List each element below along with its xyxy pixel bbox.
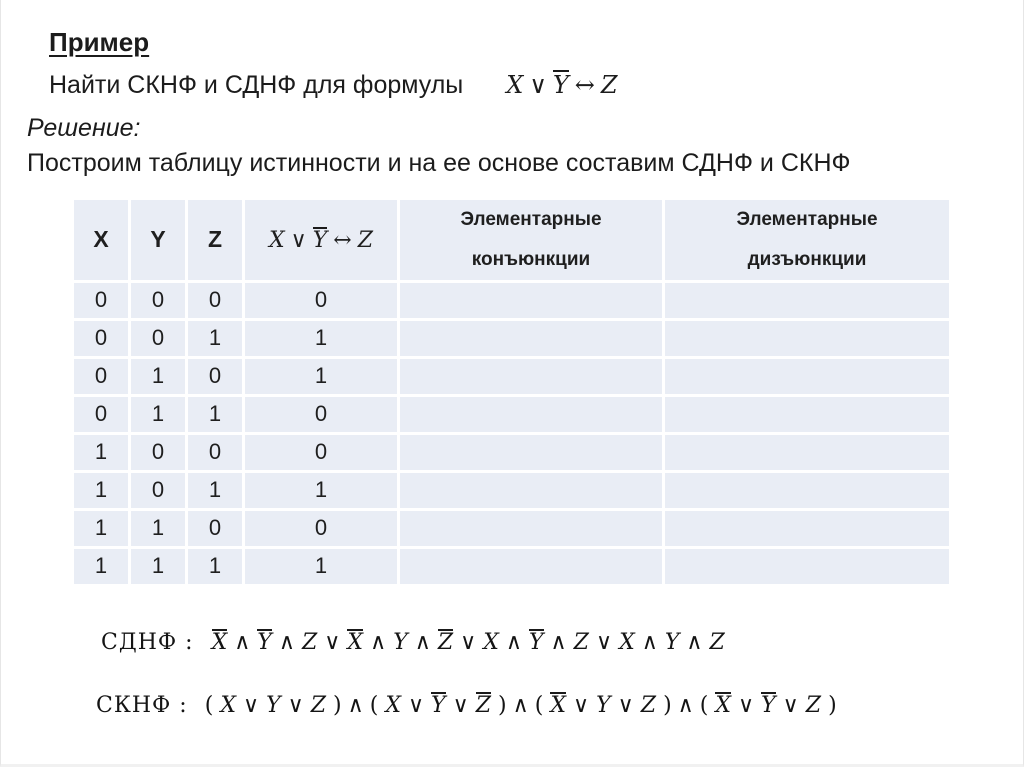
table-cell: 1: [187, 547, 244, 585]
formula-variable: X: [347, 630, 364, 655]
solution-label: Решение:: [27, 114, 141, 142]
formula-variable: X: [220, 693, 236, 718]
truth-table-body: [73, 281, 951, 585]
task-formula: [503, 71, 620, 99]
table-cell: [664, 281, 951, 319]
task-line: [49, 70, 621, 100]
col-header-disjunctions: Элементарные дизъюнкции: [664, 199, 951, 282]
table-cell: 0: [187, 357, 244, 395]
table-cell: 0: [244, 433, 399, 471]
col-header-x: X: [73, 199, 130, 282]
table-cell: [664, 509, 951, 547]
formula-symbol: ∨: [460, 630, 477, 655]
formula-symbol: ∧: [278, 630, 295, 655]
table-cell: 0: [244, 509, 399, 547]
table-cell: [399, 281, 664, 319]
table-cell: 1: [187, 395, 244, 433]
sdnf-label: СДНФ :: [101, 630, 194, 655]
table-row: [73, 509, 951, 547]
formula-variable: Y: [552, 71, 569, 99]
formula-variable: Y: [596, 693, 611, 718]
formula-symbol: ): [333, 693, 342, 718]
truth-table: [71, 197, 952, 587]
table-cell: 1: [130, 547, 187, 585]
formula-symbol: ∨: [324, 630, 341, 655]
table-cell: 0: [130, 433, 187, 471]
table-cell: 1: [73, 433, 130, 471]
solution-text: Построим таблицу истинности и на ее основе составим СДНФ и СКНФ: [27, 149, 851, 177]
table-cell: 1: [130, 395, 187, 433]
formula-variable: X: [483, 630, 499, 655]
formula-variable: X: [715, 693, 732, 718]
formula-symbol: ∧: [677, 693, 694, 718]
formula-symbol: ∨: [617, 693, 634, 718]
table-cell: 0: [73, 319, 130, 357]
formula-variable: Y: [761, 693, 776, 718]
table-cell: [664, 547, 951, 585]
table-cell: 0: [73, 357, 130, 395]
table-cell: 1: [130, 509, 187, 547]
col-header-conjunctions: Элементарные конъюнкции: [399, 199, 664, 282]
table-cell: 0: [244, 281, 399, 319]
formula-variable: X: [385, 693, 401, 718]
table-cell: 0: [130, 281, 187, 319]
table-cell: [399, 547, 664, 585]
formula-symbol: ∨: [782, 693, 799, 718]
formula-variable: Y: [257, 630, 272, 655]
table-cell: 1: [187, 319, 244, 357]
table-cell: [664, 357, 951, 395]
formula-variable: Y: [266, 693, 281, 718]
table-cell: [399, 471, 664, 509]
table-cell: [399, 509, 664, 547]
table-cell: [399, 357, 664, 395]
formula-symbol: ∨: [290, 227, 307, 253]
formula-variable: Z: [437, 630, 454, 655]
formula-symbol: ∨: [452, 693, 469, 718]
formula-variable: Z: [709, 630, 725, 655]
formula-symbol: ∧: [505, 630, 523, 655]
formula-symbol: ∨: [595, 630, 613, 655]
formula-variable: Z: [600, 71, 618, 99]
formula-symbol: ∨: [738, 693, 755, 718]
formula-symbol: ↔: [574, 71, 595, 99]
formula-variable: Z: [805, 693, 822, 718]
table-cell: 1: [244, 547, 399, 585]
sdnf-formula: [208, 630, 729, 655]
table-cell: [399, 395, 664, 433]
col-header-y: Y: [130, 199, 187, 282]
table-cell: [399, 319, 664, 357]
table-cell: 1: [244, 471, 399, 509]
table-row: [73, 395, 951, 433]
table-cell: 1: [130, 357, 187, 395]
formula-symbol: ∨: [529, 71, 547, 99]
formula-symbol: (: [534, 693, 544, 718]
sknf-label: СКНФ :: [96, 693, 188, 718]
formula-symbol: ∧: [686, 630, 703, 655]
formula-variable: Y: [312, 227, 328, 253]
page-title: Пример: [49, 27, 150, 57]
formula-symbol: (: [204, 693, 214, 718]
formula-variable: X: [211, 630, 228, 655]
table-cell: 0: [244, 395, 399, 433]
formula-variable: Y: [664, 630, 680, 655]
table-header-row: [73, 199, 951, 282]
formula-variable: Z: [640, 693, 657, 718]
table-row: [73, 357, 951, 395]
formula-variable: X: [268, 227, 285, 253]
formula-symbol: ∧: [370, 630, 387, 655]
truth-table-head: [73, 199, 951, 282]
table-cell: 0: [73, 395, 130, 433]
table-row: [73, 471, 951, 509]
table-row: [73, 319, 951, 357]
table-cell: 0: [187, 509, 244, 547]
col-header-z: Z: [187, 199, 244, 282]
formula-symbol: ∧: [234, 630, 251, 655]
col-header-formula: [244, 199, 399, 282]
table-cell: 1: [73, 509, 130, 547]
formula-symbol: ∧: [347, 693, 364, 718]
task-text: Найти СКНФ и СДНФ для формулы: [49, 71, 464, 99]
formula-variable: X: [619, 630, 635, 655]
formula-symbol: (: [369, 693, 379, 718]
sknf-formula-line: [96, 692, 840, 718]
formula-variable: Y: [431, 693, 446, 718]
formula-symbol: ): [663, 693, 672, 718]
table-cell: [399, 433, 664, 471]
table-cell: [664, 471, 951, 509]
table-row: [73, 433, 951, 471]
table-cell: 1: [244, 319, 399, 357]
formula-symbol: ): [498, 693, 507, 718]
formula-variable: Y: [529, 630, 544, 655]
table-cell: 1: [73, 547, 130, 585]
table-cell: 1: [187, 471, 244, 509]
table-cell: [664, 395, 951, 433]
table-cell: 0: [130, 471, 187, 509]
sknf-formula: [202, 693, 840, 718]
table-cell: 0: [130, 319, 187, 357]
formula-variable: Z: [310, 693, 327, 718]
formula-variable: X: [506, 71, 524, 99]
sdnf-formula-line: [101, 629, 729, 655]
formula-variable: Y: [393, 630, 408, 655]
table-cell: 1: [244, 357, 399, 395]
formula-symbol: ∧: [550, 630, 567, 655]
table-cell: 0: [73, 281, 130, 319]
table-cell: 0: [187, 281, 244, 319]
formula-symbol: ∨: [242, 693, 260, 718]
formula-symbol: ∧: [414, 630, 431, 655]
formula-symbol: ↔: [333, 227, 352, 253]
formula-variable: Z: [573, 630, 589, 655]
table-cell: 1: [73, 471, 130, 509]
table-cell: 0: [187, 433, 244, 471]
table-cell: [664, 319, 951, 357]
table-cell: [664, 433, 951, 471]
formula-symbol: ∨: [287, 693, 304, 718]
formula-variable: Z: [357, 227, 374, 253]
formula-symbol: ∨: [408, 693, 425, 718]
table-row: [73, 281, 951, 319]
formula-variable: Z: [475, 693, 492, 718]
formula-symbol: ∧: [512, 693, 529, 718]
table-row: [73, 547, 951, 585]
formula-symbol: ): [828, 693, 837, 718]
formula-symbol: ∨: [573, 693, 590, 718]
formula-symbol: ∧: [641, 630, 658, 655]
formula-variable: X: [550, 693, 567, 718]
formula-symbol: (: [699, 693, 709, 718]
formula-variable: Z: [302, 630, 318, 655]
